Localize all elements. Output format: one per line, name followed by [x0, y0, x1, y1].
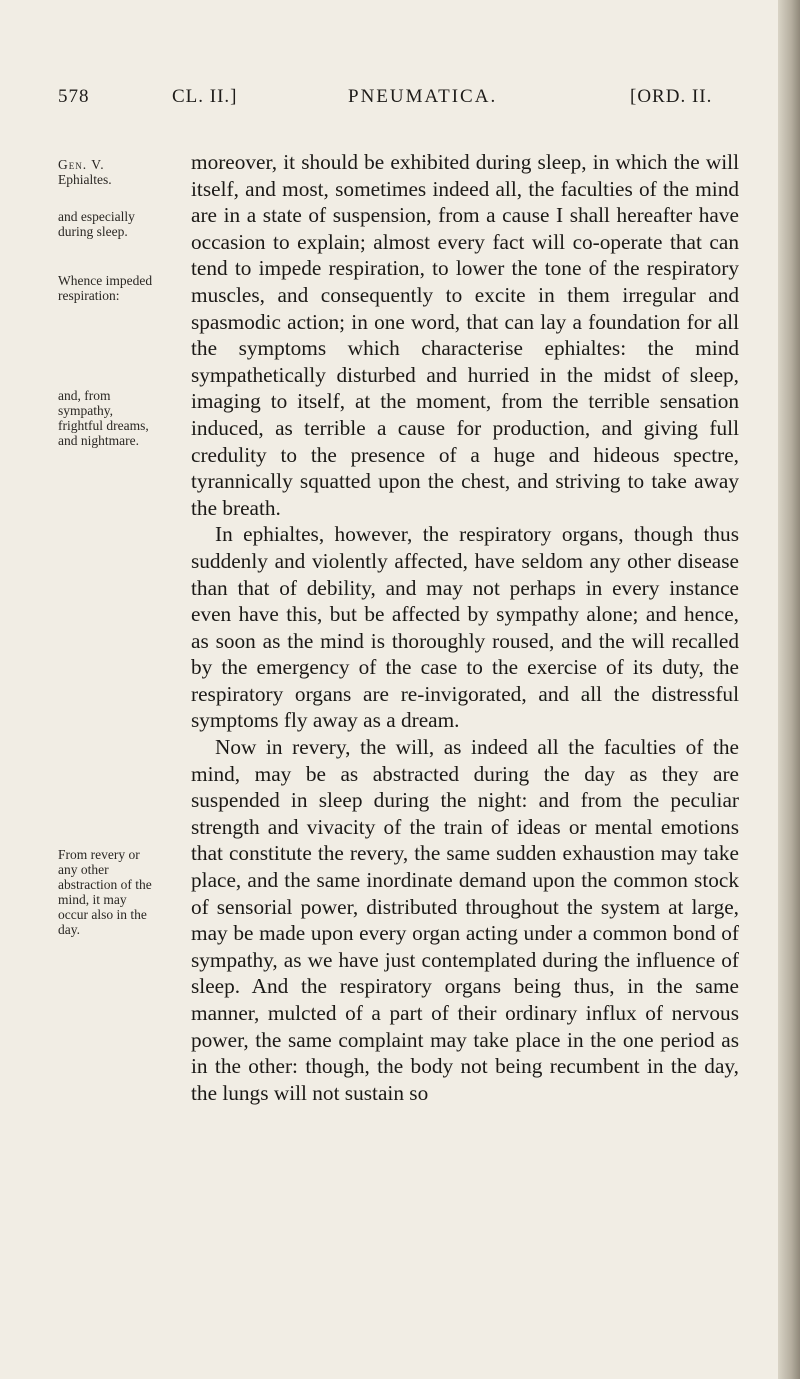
margin-note-genus	[58, 157, 158, 187]
margin-note-dreams: and, from sympathy, frightful dreams, and nightmare.	[58, 388, 149, 448]
page-edge	[778, 0, 800, 1379]
order-reference: [ORD. II.	[630, 86, 713, 107]
genus-label: Gen. V.	[58, 157, 105, 172]
margin-note-sleep: and especially during sleep.	[58, 209, 135, 239]
class-reference: CL. II.]	[172, 86, 238, 107]
paragraph-ephialtes: In ephialtes, however, the respiratory organs, though thus suddenly and violently affected, have seldom any other disease than that of debility, and may not perhaps in every instance even have this, but be affected by sympathy alone; and hence, as soon as the mind is thoroughly roused, and the will recalled by the emergency of the case to the exercise of its duty, the respiratory organs are re-invigorated, and all the distressful symptoms fly away as a dream.	[191, 522, 739, 733]
paragraph-continuation: moreover, it should be exhibited during sleep, in which the will itself, and most, sometimes indeed all, the faculties of the mind are in a state of suspension, from a cause I shall hereafter have occasion to explain; almost every fact will co-operate that can tend to impede respiration, to lower the tone of the respiratory muscles, and consequently to excite in them irregular and spasmodic action; in one word, that can lay a foundation for all the symptoms which characterise ephialtes: the mind sympathetically disturbed and hurried in the midst of sleep, imaging to itself, at the moment, from the terrible sensation induced, as terrible a cause for production, and giving full credulity to the presence of a huge and hideous spectre, tyrannically squatted upon the chest, and striving to take away the breath.	[191, 150, 739, 520]
paragraph-revery: Now in revery, the will, as indeed all the faculties of the mind, may be as abstracted during the day as they are suspended in sleep during the night: and from the peculiar strength and vivacity of the train of ideas or mental emotions that constitute the revery, the same sudden exhaustion may take place, and the same inordinate demand upon the common stock of sensorial power, distributed throughout the system at large, may be made upon every organ acting under a common bond of sympathy, as we have just contemplated during the influence of sleep. And the respiratory organs being thus, in the same manner, mulcted of a part of their ordinary influx of nervous power, the same complaint may take place in the one period as in the other: though, the body not being recumbent in the day, the lungs will not sustain so	[191, 735, 739, 1105]
margin-note-revery: From revery or any other abstraction of the mind, it may occur also in the day.	[58, 847, 152, 937]
genus-name: Ephialtes.	[58, 172, 112, 187]
running-title: PNEUMATICA.	[348, 86, 498, 107]
body-text	[191, 149, 739, 1106]
page-number: 578	[58, 86, 90, 107]
margin-note-respiration: Whence impeded respiration:	[58, 273, 153, 303]
running-header	[58, 86, 738, 116]
